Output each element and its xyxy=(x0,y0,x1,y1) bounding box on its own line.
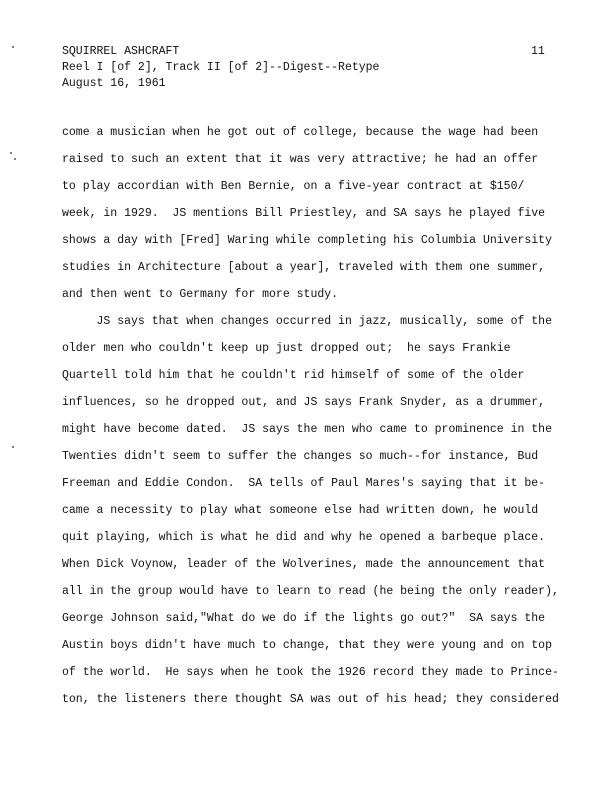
text-line: shows a day with [Fred] Waring while completing his Columbia University xyxy=(62,234,552,247)
text-line: and then went to Germany for more study. xyxy=(62,288,339,301)
text-line: quit playing, which is what he did and why he opened a barbeque place. xyxy=(62,531,546,544)
text-line: might have become dated. JS says the men who came to prominence in the xyxy=(62,423,552,436)
text-line: raised to such an extent that it was very attractive; he had an offer xyxy=(62,153,539,166)
scan-speck xyxy=(10,152,12,154)
text-line: ton, the listeners there thought SA was out of his head; they considered xyxy=(62,693,559,706)
text-line: of the world. He says when he took the 1926 record they made to Prince- xyxy=(62,666,559,679)
text-line: Twenties didn't seem to suffer the changes so much--for instance, Bud xyxy=(62,450,539,463)
text-line: come a musician when he got out of college, because the wage had been xyxy=(62,126,539,139)
reel-track-info: Reel I [of 2], Track II [of 2]--Digest--Retype xyxy=(62,61,380,74)
scan-speck xyxy=(14,158,16,160)
scan-speck xyxy=(12,46,14,48)
transcript-header xyxy=(62,44,379,92)
text-line: week, in 1929. JS mentions Bill Priestley, and SA says he played five xyxy=(62,207,546,220)
text-line: George Johnson said,"What do we do if the lights go out?" SA says the xyxy=(62,612,546,625)
text-line: Freeman and Eddie Condon. SA tells of Paul Mares's saying that it be- xyxy=(62,477,546,490)
text-line: JS says that when changes occurred in jazz, musically, some of the xyxy=(62,315,552,328)
interviewee-name: SQUIRREL ASHCRAFT xyxy=(62,45,180,58)
text-line: influences, so he dropped out, and JS says Frank Snyder, as a drummer, xyxy=(62,396,546,409)
text-line: studies in Architecture [about a year], traveled with them one summer, xyxy=(62,261,546,274)
scan-speck xyxy=(12,446,14,448)
text-line: to play accordian with Ben Bernie, on a five-year contract at $150/ xyxy=(62,180,525,193)
text-line: older men who couldn't keep up just dropped out; he says Frankie xyxy=(62,342,511,355)
text-line: When Dick Voynow, leader of the Wolverines, made the announcement that xyxy=(62,558,546,571)
text-line: all in the group would have to learn to read (he being the only reader), xyxy=(62,585,559,598)
text-line: Austin boys didn't have much to change, that they were young and on top xyxy=(62,639,552,652)
text-line: came a necessity to play what someone else had written down, he would xyxy=(62,504,539,517)
page-number: 11 xyxy=(531,45,545,58)
interview-date: August 16, 1961 xyxy=(62,77,166,90)
text-line: Quartell told him that he couldn't rid himself of some of the older xyxy=(62,369,525,382)
